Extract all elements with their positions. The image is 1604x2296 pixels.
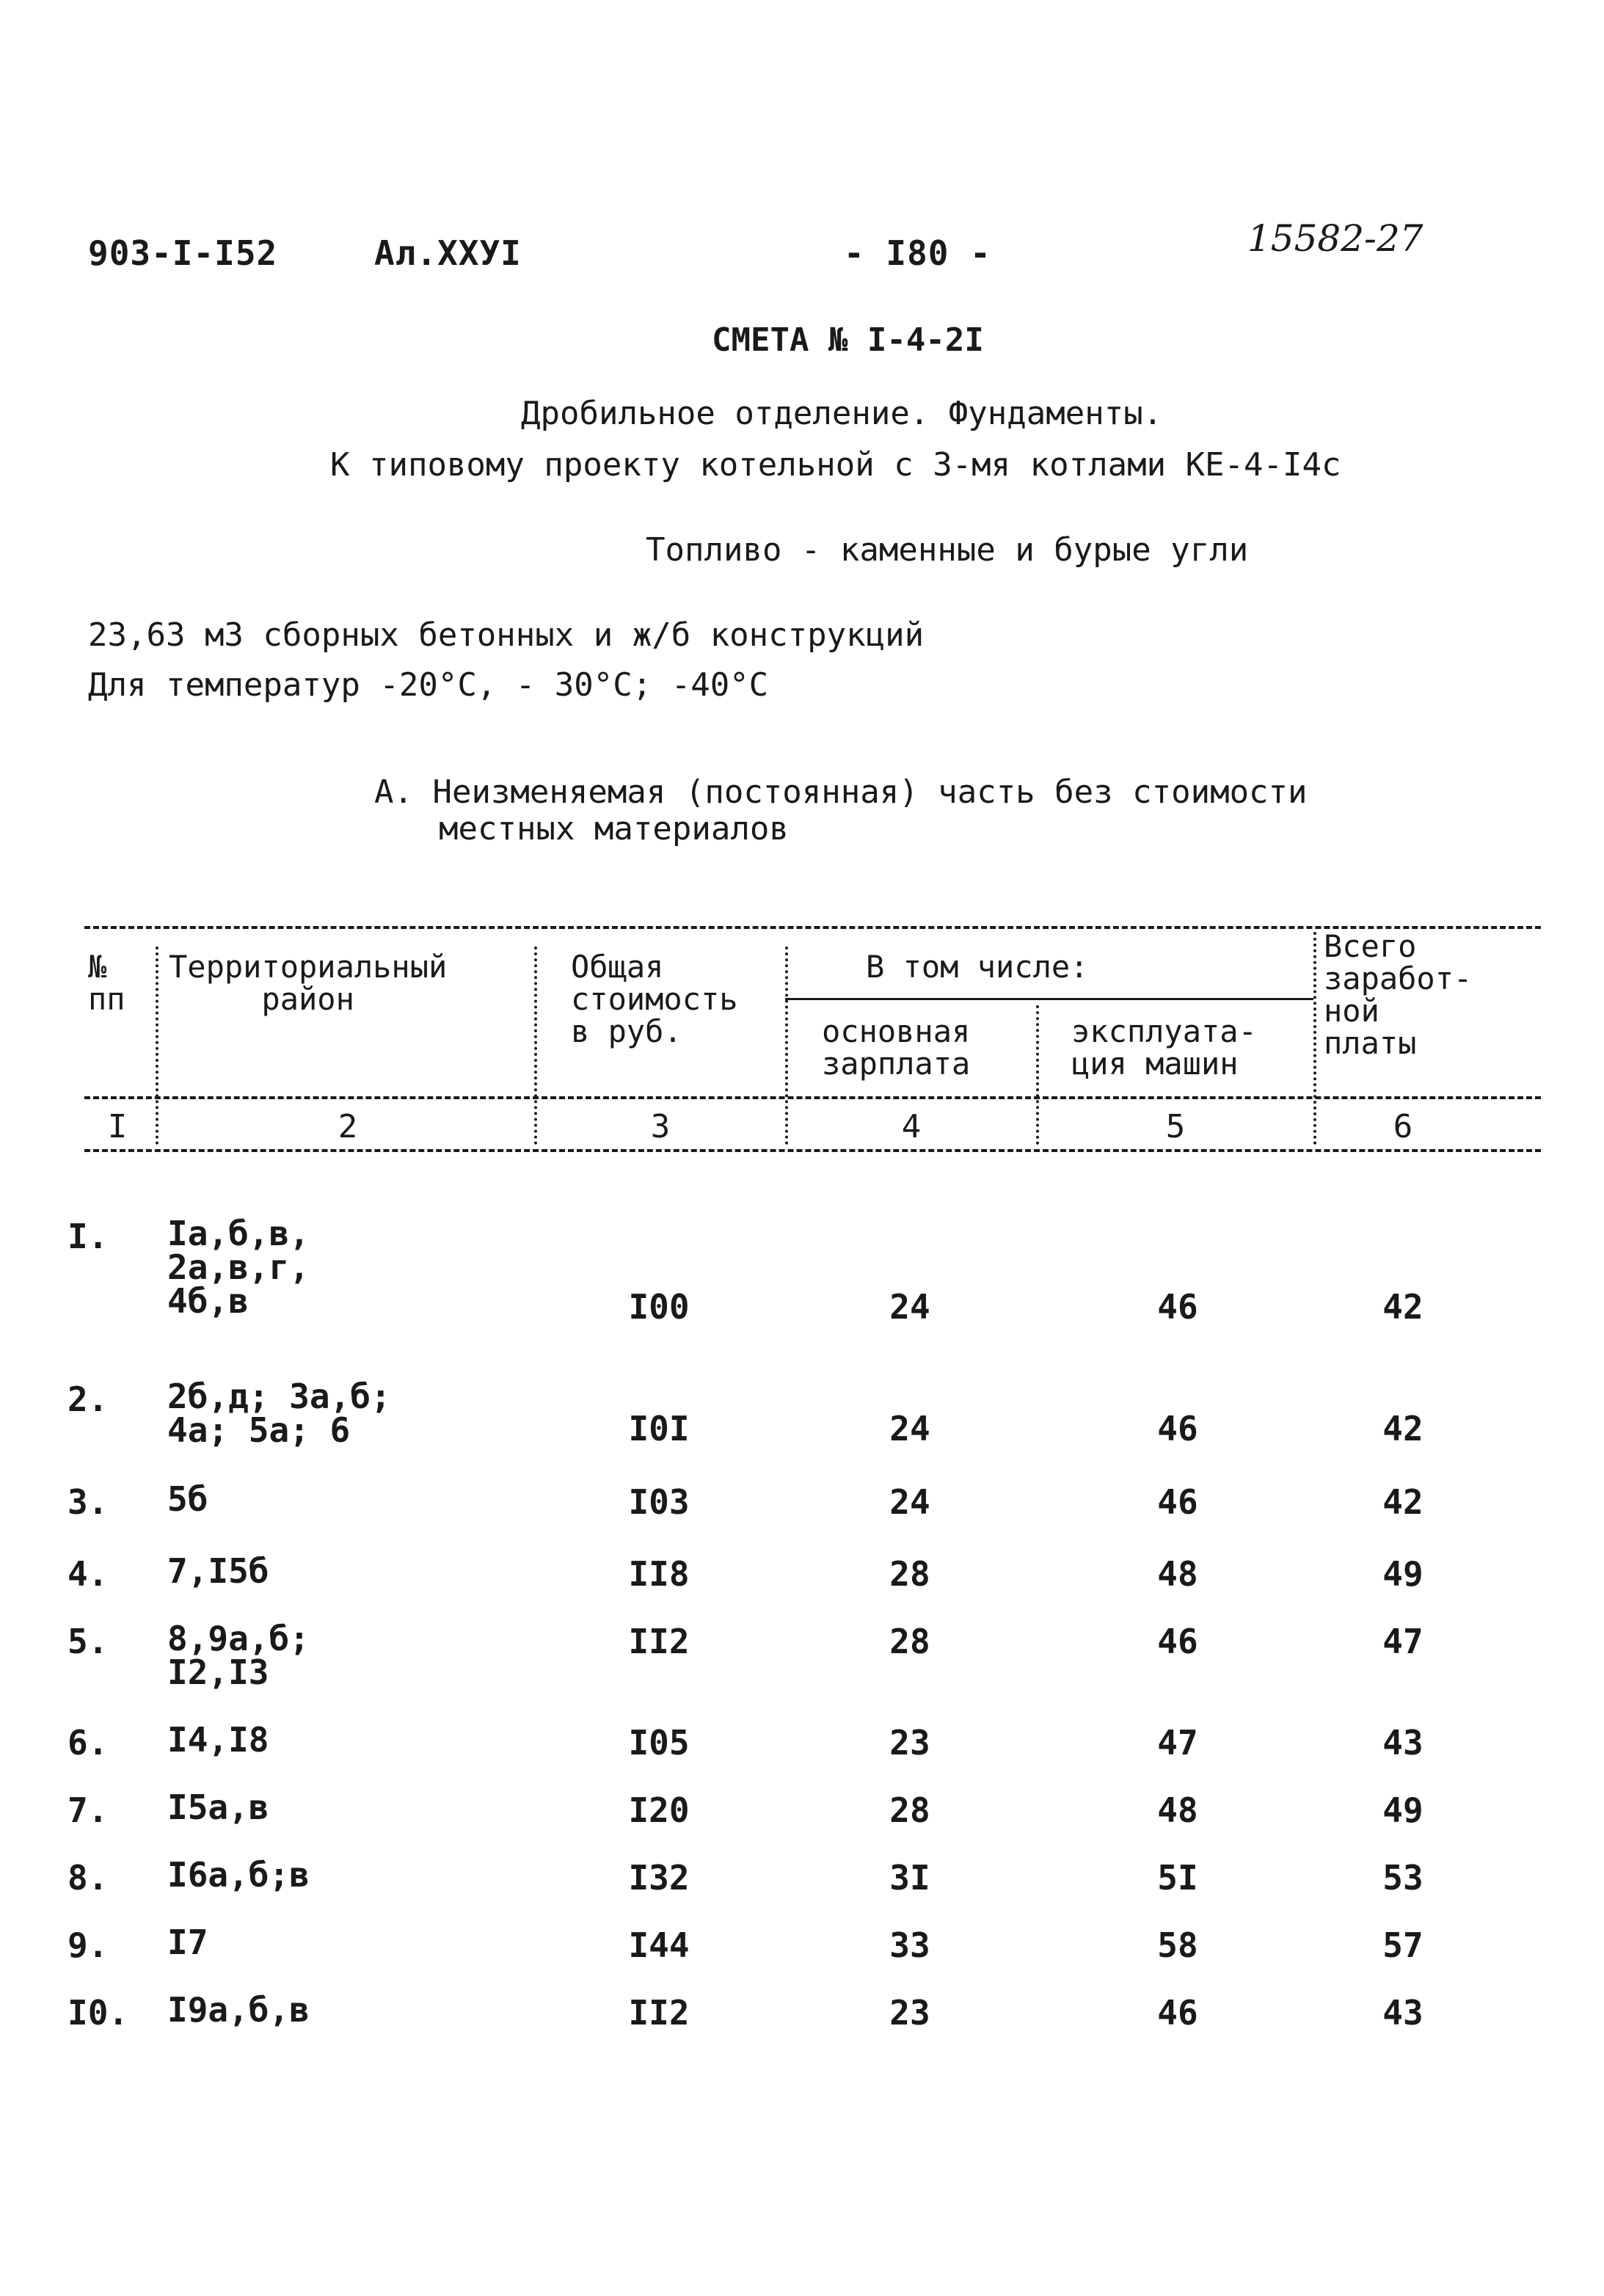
column-number: I	[107, 1108, 128, 1145]
row-cost: II8	[628, 1554, 690, 1594]
subheader-rule	[785, 998, 1313, 1000]
row-machines: 48	[1157, 1790, 1198, 1830]
row-region: 2б,д; 3а,б; 4а; 5а; 6	[167, 1377, 391, 1450]
col-separator	[156, 947, 158, 1145]
row-salary: 28	[889, 1622, 930, 1661]
row-salary: 24	[889, 1482, 930, 1522]
header-including: В том числе:	[866, 949, 1089, 985]
row-total: 49	[1382, 1554, 1423, 1594]
header-bottom-rule	[84, 1096, 1541, 1099]
row-region: I4,I8	[167, 1720, 269, 1760]
album-number: Ал.XXУI	[374, 233, 522, 273]
header-total-wages: Всего заработ- ной платы	[1324, 928, 1473, 1061]
row-region: I9а,б,в	[167, 1990, 310, 2030]
row-machines: 46	[1157, 1409, 1198, 1448]
row-total: 47	[1382, 1622, 1423, 1661]
page-number: - I80 -	[844, 233, 991, 273]
row-cost: I03	[628, 1482, 690, 1522]
row-salary: 24	[889, 1287, 930, 1327]
row-salary: 23	[889, 1993, 930, 2033]
header-base-salary: основная зарплата	[822, 1013, 971, 1082]
row-cost: I00	[628, 1287, 690, 1327]
subtitle-line-1: Дробильное отделение. Фундаменты.	[521, 395, 1163, 432]
row-number: 4.	[68, 1554, 109, 1594]
row-total: 42	[1382, 1482, 1423, 1522]
volume-note: 23,63 м3 сборных бетонных и ж/б конструкций	[88, 616, 925, 654]
row-salary: 23	[889, 1723, 930, 1763]
row-total: 43	[1382, 1993, 1423, 2033]
column-numbers-rule	[84, 1149, 1541, 1152]
row-number: 9.	[68, 1925, 109, 1965]
row-number: 3.	[68, 1482, 109, 1522]
row-machines: 5I	[1157, 1858, 1198, 1898]
row-number: 2.	[68, 1380, 109, 1419]
row-machines: 47	[1157, 1723, 1198, 1763]
row-salary: 28	[889, 1554, 930, 1594]
header-number: № пп	[88, 949, 125, 1017]
row-region: 8,9а,б; I2,I3	[167, 1619, 310, 1692]
row-region: I5а,в	[167, 1787, 269, 1827]
header-total-cost: Общая стоимость в руб.	[571, 949, 738, 1049]
column-number: 4	[901, 1108, 922, 1145]
section-heading-line-2: местных материалов	[439, 810, 789, 848]
estimate-title: СМЕТА № I-4-2I	[712, 321, 984, 359]
row-total: 49	[1382, 1790, 1423, 1830]
row-total: 57	[1382, 1925, 1423, 1965]
column-number: 6	[1393, 1108, 1413, 1145]
row-cost: I20	[628, 1790, 690, 1830]
row-number: 5.	[68, 1622, 109, 1661]
column-number: 3	[650, 1108, 671, 1145]
row-number: I0.	[68, 1993, 129, 2033]
row-region: I7	[167, 1923, 208, 1962]
row-number: 7.	[68, 1790, 109, 1830]
row-cost: I0I	[628, 1409, 690, 1448]
row-salary: 3I	[889, 1858, 930, 1898]
header-region: Территориальный район	[169, 949, 448, 1017]
row-machines: 48	[1157, 1554, 1198, 1594]
handwritten-number: 15582-27	[1247, 217, 1423, 260]
row-region: 7,I5б	[167, 1551, 269, 1591]
row-number: 8.	[68, 1858, 109, 1898]
row-region: 5б	[167, 1479, 208, 1519]
row-cost: II2	[628, 1993, 690, 2033]
row-region: I6а,б;в	[167, 1855, 310, 1895]
row-salary: 24	[889, 1409, 930, 1448]
table-top-rule	[84, 926, 1541, 929]
row-cost: I44	[628, 1925, 690, 1965]
row-salary: 28	[889, 1790, 930, 1830]
column-number: 2	[338, 1108, 358, 1145]
row-total: 42	[1382, 1287, 1423, 1327]
row-salary: 33	[889, 1925, 930, 1965]
section-heading-line-1: А. Неизменяемая (постоянная) часть без стоимости	[374, 773, 1308, 811]
row-machines: 58	[1157, 1925, 1198, 1965]
row-total: 43	[1382, 1723, 1423, 1763]
row-region: Iа,б,в, 2а,в,г, 4б,в	[167, 1214, 310, 1321]
row-number: 6.	[68, 1723, 109, 1763]
row-cost: I05	[628, 1723, 690, 1763]
column-number: 5	[1165, 1108, 1186, 1145]
row-cost: I32	[628, 1858, 690, 1898]
fuel-note: Топливо - каменные и бурые угли	[646, 531, 1249, 569]
row-machines: 46	[1157, 1287, 1198, 1327]
row-total: 53	[1382, 1858, 1423, 1898]
row-machines: 46	[1157, 1993, 1198, 2033]
row-total: 42	[1382, 1409, 1423, 1448]
subtitle-line-2: К типовому проекту котельной с 3-мя котлами КЕ-4-I4с	[330, 446, 1341, 484]
row-number: I.	[68, 1217, 109, 1256]
row-machines: 46	[1157, 1622, 1198, 1661]
header-machine-operation: эксплуата- ция машин	[1071, 1013, 1257, 1082]
row-machines: 46	[1157, 1482, 1198, 1522]
row-cost: II2	[628, 1622, 690, 1661]
doc-code: 903-I-I52	[88, 233, 278, 273]
temperature-note: Для температур -20°С, - 30°С; -40°С	[88, 666, 769, 704]
